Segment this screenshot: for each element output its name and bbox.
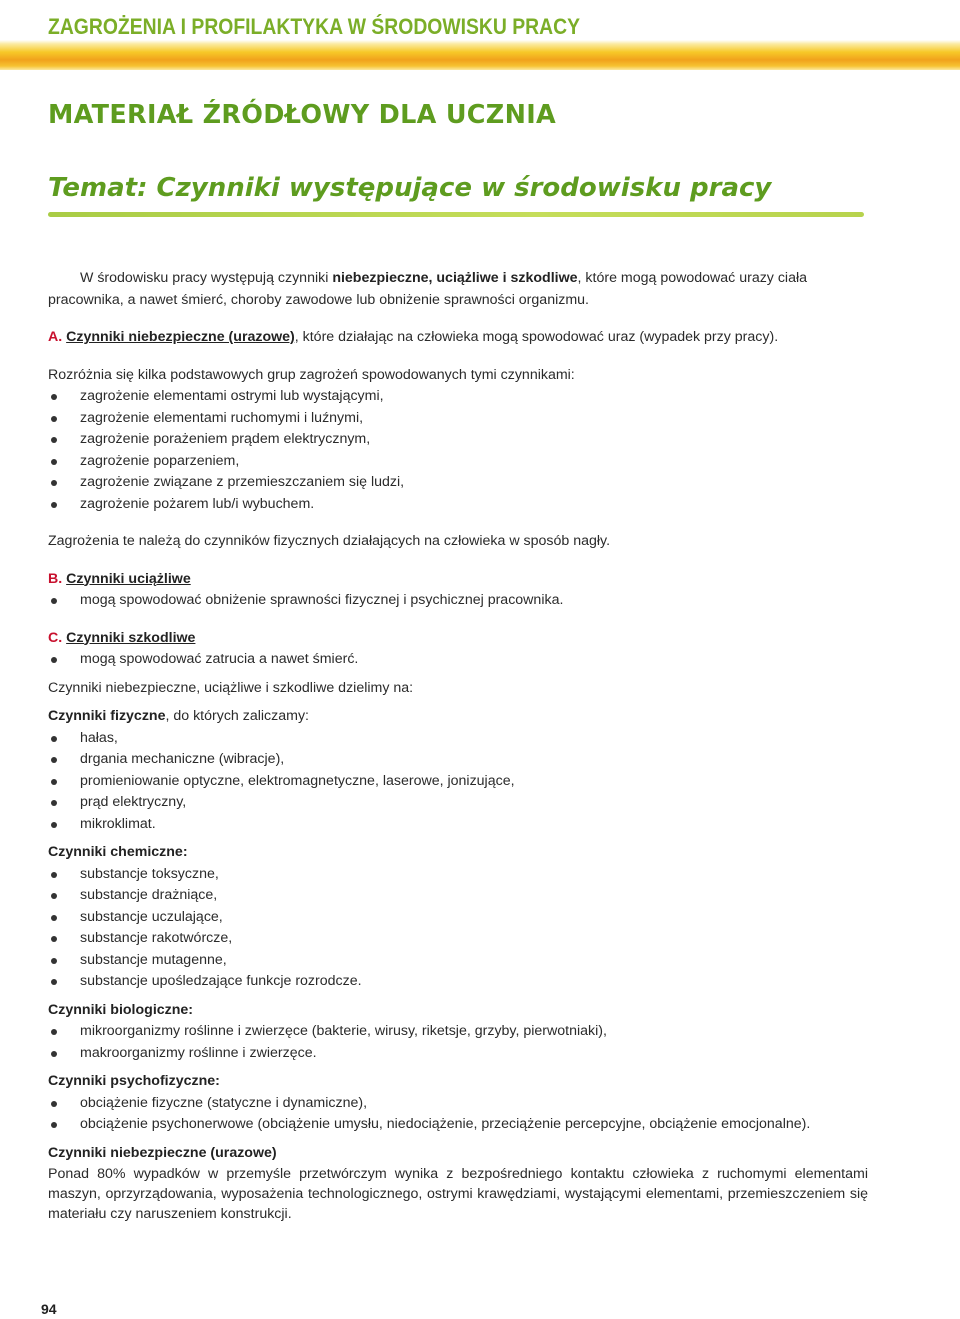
list-item: obciążenie fizyczne (statyczne i dynamiczne), — [48, 1093, 868, 1115]
list-item: mikroorganizmy roślinne i zwierzęce (bakterie, wirusy, riketsje, grzyby, pierwotniaki), — [48, 1021, 868, 1043]
groups-list — [48, 386, 868, 515]
dangerous-heading — [48, 1143, 868, 1165]
section-c-list — [48, 649, 868, 671]
section-b — [48, 569, 868, 591]
physical-heading — [48, 706, 868, 728]
section-b-list — [48, 590, 868, 612]
biological-head: Czynniki biologiczne: — [48, 1001, 194, 1018]
physical-tail: , do których zaliczamy: — [165, 708, 309, 724]
page-number: 94 — [41, 1301, 57, 1317]
list-item: substancje uczulające, — [48, 907, 868, 929]
list-item: zagrożenie pożarem lub/i wybuchem. — [48, 494, 868, 516]
psycho-list — [48, 1093, 868, 1136]
section-a — [48, 327, 868, 349]
list-item: substancje toksyczne, — [48, 864, 868, 886]
section-a-heading: Czynniki niebezpieczne (urazowe) — [66, 329, 295, 345]
running-header: ZAGROŻENIA I PROFILAKTYKA W ŚRODOWISKU PRACY — [48, 14, 581, 39]
topic-underline — [48, 212, 864, 217]
list-item: hałas, — [48, 728, 868, 750]
section-c-letter: C. — [48, 629, 63, 646]
chemical-list — [48, 864, 868, 993]
biological-heading — [48, 1000, 868, 1022]
list-item: mikroklimat. — [48, 814, 868, 836]
intro-text-2: , które mogą powodować urazy ciała pracownika, a nawet śmierć, choroby zawodowe lub obniżenie sprawności organizmu. — [48, 270, 808, 308]
intro-paragraph — [48, 268, 868, 311]
material-title: MATERIAŁ ŹRÓDŁOWY DLA UCZNIA — [48, 100, 556, 130]
intro-bold: niebezpieczne, uciążliwe i szkodliwe — [332, 270, 578, 286]
list-item: zagrożenie porażeniem prądem elektrycznym, — [48, 429, 868, 451]
section-c-heading: Czynniki szkodliwe — [66, 629, 196, 646]
physical-head: Czynniki fizyczne — [48, 708, 166, 724]
groups-intro: Rozróżnia się kilka podstawowych grup zagrożeń spowodowanych tymi czynnikami: — [48, 366, 575, 383]
intro-text-1: W środowisku pracy występują czynniki — [80, 270, 333, 286]
list-item: promieniowanie optyczne, elektromagnetyczne, laserowe, jonizujące, — [48, 771, 868, 793]
biological-list — [48, 1021, 868, 1064]
list-item: zagrożenie poparzeniem, — [48, 451, 868, 473]
section-c — [48, 628, 868, 650]
list-item: substancje drażniące, — [48, 885, 868, 907]
list-item: zagrożenie elementami ruchomymi i luźnymi, — [48, 408, 868, 430]
list-item: zagrożenie związane z przemieszczaniem się ludzi, — [48, 472, 868, 494]
physical-list — [48, 728, 868, 836]
psycho-head: Czynniki psychofizyczne: — [48, 1073, 220, 1089]
list-item: substancje mutagenne, — [48, 950, 868, 972]
section-a-letter: A. — [48, 329, 63, 345]
psycho-heading — [48, 1071, 868, 1093]
topic-title: Temat: Czynniki występujące w środowisku pracy — [48, 173, 772, 203]
section-b-letter: B. — [48, 570, 63, 587]
list-item: makroorganizmy roślinne i zwierzęce. — [48, 1043, 868, 1065]
list-item: mogą spowodować zatrucia a nawet śmierć. — [48, 649, 868, 671]
divide-text: Czynniki niebezpieczne, uciążliwe i szkodliwe dzielimy na: — [48, 679, 414, 696]
list-item: zagrożenie elementami ostrymi lub wystającymi, — [48, 386, 868, 408]
list-item: obciążenie psychonerwowe (obciążenie umysłu, niedociążenie, przeciążenie percepcyjne, obciążenie emocjonalne). — [48, 1114, 868, 1136]
section-a-text: , które działając na człowieka mogą spowodować uraz (wypadek przy pracy). — [294, 329, 779, 345]
list-item: substancje rakotwórcze, — [48, 928, 868, 950]
list-item: drgania mechaniczne (wibracje), — [48, 749, 868, 771]
document-body — [48, 268, 868, 1224]
list-item: mogą spowodować obniżenie sprawności fizycznej i psychicznej pracownika. — [48, 590, 868, 612]
dangerous-text: Ponad 80% wypadków w przemyśle przetwórczym wynika z bezpośredniego kontaktu człowieka z ruchomymi elementami maszyn, oprzyrządowania, wyposażenia technologicznego, ostrymi krawędziami, wystającymi elementami, przemieszczeniem się materiału czy naruszeniem konstrukcji. — [48, 1166, 868, 1222]
list-item: prąd elektryczny, — [48, 792, 868, 814]
section-b-heading: Czynniki uciążliwe — [66, 570, 191, 587]
groups-summary: Zagrożenia te należą do czynników fizycznych działających na człowieka w sposób nagły. — [48, 533, 611, 549]
chemical-head: Czynniki chemiczne: — [48, 844, 188, 860]
chemical-heading — [48, 842, 868, 864]
dangerous-head: Czynniki niebezpieczne (urazowe) — [48, 1144, 277, 1161]
list-item: substancje upośledzające funkcje rozrodcze. — [48, 971, 868, 993]
